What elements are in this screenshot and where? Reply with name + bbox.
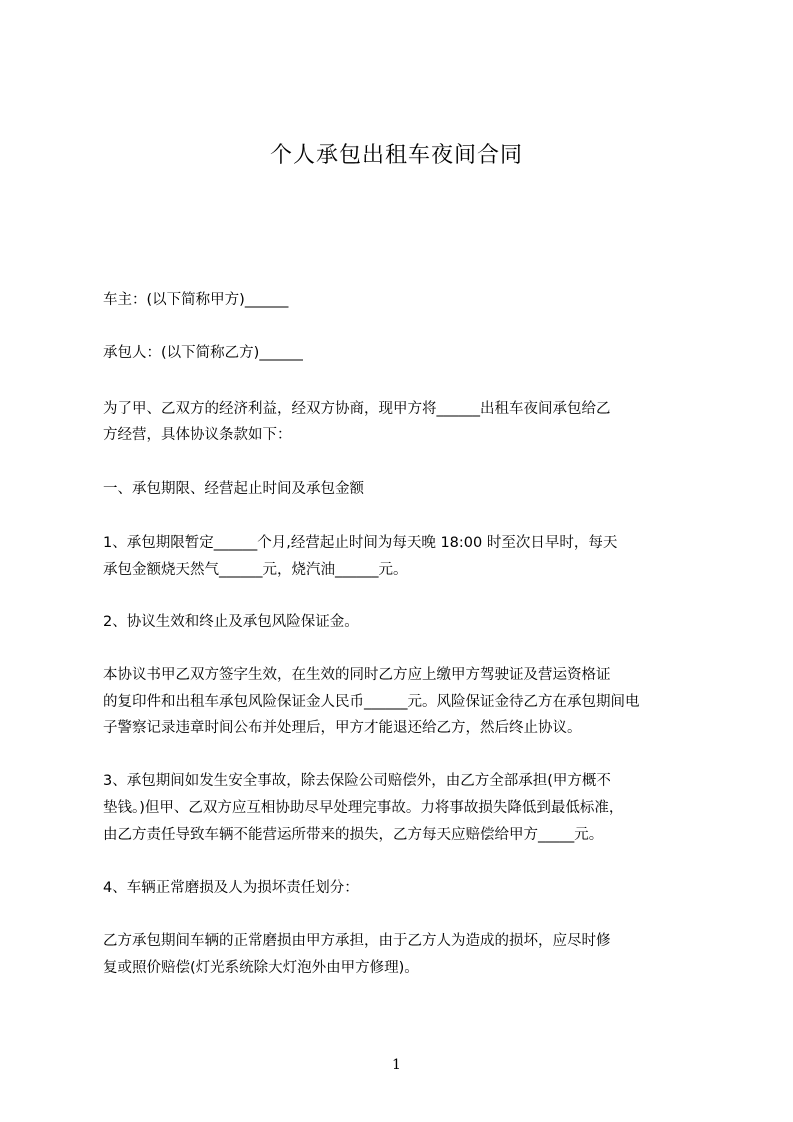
line-owner: 车主：(以下简称甲方)______ — [103, 292, 289, 308]
page-number: 1 — [392, 1057, 401, 1073]
clause-4-line-2: 复或照价赔偿(灯光系统除大灯泡外由甲方修理)。 — [103, 960, 419, 976]
document-title: 个人承包出租车夜间合同 — [269, 143, 523, 168]
clause-2-line-1: 本协议书甲乙双方签字生效，在生效的同时乙方应上缴甲方驾驶证及营运资格证 — [103, 667, 611, 683]
clause-1-line-2: 承包金额烧天然气______元，烧汽油______元。 — [103, 562, 408, 578]
clause-2-line-2: 的复印件和出租车承包风险保证金人民币______元。风险保证金待乙方在承包期间电 — [103, 694, 640, 710]
line-contractor: 承包人：(以下简称乙方)______ — [103, 345, 303, 361]
clause-4-line-1: 乙方承包期间车辆的正常磨损由甲方承担，由于乙方人为造成的损坏，应尽时修 — [103, 933, 611, 949]
section-1-heading: 一、承包期限、经营起止时间及承包金额 — [103, 481, 364, 497]
clause-1-line-1: 1、承包期限暂定______个月,经营起止时间为每天晚 18:00 时至次日早时，每天 — [103, 535, 618, 551]
clause-4-heading: 4、车辆正常磨损及人为损坏责任划分： — [103, 880, 359, 896]
clause-3-line-1: 3、承包期间如发生安全事故，除去保险公司赔偿外，由乙方全部承担(甲方概不 — [103, 773, 611, 789]
clause-2-line-3: 子警察记录违章时间公布并处理后，甲方才能退还给乙方，然后终止协议。 — [103, 720, 582, 736]
clause-3-line-2: 垫钱。)但甲、乙双方应互相协助尽早处理完事故。力将事故损失降低到最低标准， — [103, 800, 624, 816]
clause-2-heading: 2、协议生效和终止及承包风险保证金。 — [103, 614, 359, 630]
line-intro-1: 为了甲、乙双方的经济利益，经双方协商，现甲方将______出租车夜间承包给乙 — [103, 401, 611, 417]
line-intro-2: 方经营，具体协议条款如下： — [103, 427, 292, 443]
clause-3-line-3: 由乙方责任导致车辆不能营运所带来的损失，乙方每天应赔偿给甲方_____元。 — [103, 827, 604, 843]
